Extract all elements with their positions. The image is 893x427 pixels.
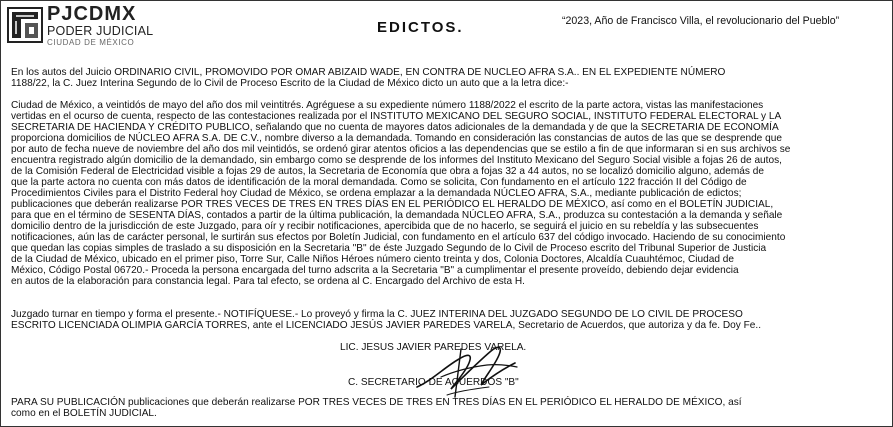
handwritten-signature <box>411 337 523 401</box>
publication-notice: PARA SU PUBLICACIÓN publicaciones que deberán realizarse POR TRES VECES DE TRES EN TRES DÍAS EN EL PERIÓDICO EL HERALDO DE MÉXICO, así como en el BOLETÍN JUDICIAL. <box>11 397 742 419</box>
document-title: EDICTOS. <box>377 19 464 36</box>
signatory-name: LIC. JESUS JAVIER PAREDES VARELA. <box>340 342 527 353</box>
court-emblem-icon <box>7 7 43 43</box>
logo-city: CIUDAD DE MÉXICO <box>47 38 135 47</box>
logo-name: PJCDMX <box>47 3 137 25</box>
court-logo <box>7 5 153 45</box>
signatory-role: C. SECRETARIO DE ACUERDOS "B" <box>348 377 519 388</box>
notification-paragraph: Juzgado turnar en tiempo y forma el presente.- NOTIFÍQUESE.- Lo proveyó y firma la C. JUEZ INTERINA DEL JUZGADO SEGUNDO DE LO CIVIL DE PROCESO ESCRITO LICENCIADA OLIMPIA GARCÍA TORRES, ante el LICENCIADO JESÚS JAVIER PAREDES VARELA, Secretario de Acuerdos, que autoriza y da fe. Doy Fe.. <box>11 309 762 331</box>
main-paragraph: Ciudad de México, a veintidós de mayo del año dos mil veintitrés. Agréguese a su expediente número 1188/2022 el escrito de la parte actora, vistas las manifestaciones vertidas en el ocurso de cuenta, respecto de las contestaciones realizada por el INSTITUTO MEXICANO DEL SEGURO SOCIAL, INSTITUTO FEDERAL ELECTORAL y LA SECRETARIA DE HACIENDA Y CRÉDITO PUBLICO, señalando que no cuenta de mayores datos adicionales de la demandada y de que la SECRETARIA DE ECONOMÍA proporciona domicilios de NÚCLEO AFRA S.A. DE C.V., nombre diverso a la demandada. Tomando en consideración las constancias de autos de las que se desprende que por auto de fecha nueve de noviembre del año dos mil veintidós, se ordenó girar atentos oficios a las dependencias que se estilo a fin de que informaran si en sus archivos se encuentra registrado algún domicilio de la demandado, sin embargo como se desprende de los informes del Instituto Mexicano del Seguro Social visible a fojas 26 de autos, de la Comisión Federal de Electricidad visible a fojas 29 de autos, la Secretaria de Economía que obra a fojas 32 a 44 autos, no se localizó domicilio alguno, además de que la parte actora no cuenta con más datos de identificación de la moral demandada. Como se solicita, Con fundamento en el artículo 122 fracción II del Código de Procedimientos Civiles para el Distrito Federal hoy Ciudad de México, se ordena emplazar a la demandada NÚCLEO AFRA, S.A., mediante publicación de edictos; publicaciones que deberán realizarse POR TRES VECES DE TRES EN TRES DÍAS EN EL PERIÓDICO EL HERALDO DE MÉXICO, así como en el BOLETÍN JUDICIAL, para que en el término de SESENTA DÍAS, contados a partir de la última publicación, la demandada NÚCLEO AFRA, S.A., produzca su contestación a la demanda y señale domicilio dentro de la jurisdicción de este Juzgado, para oír y recibir notificaciones, apercibida que de no hacerlo, se seguirá el juicio en su rebeldía y las subsecuentes notificaciones, aún las de carácter personal, le surtirán sus efectos por Boletín Judicial, con fundamento en el artículo 637 del código invocado. Haciendo de su conocimiento que quedan las copias simples de traslado a su disposición en la Secretaria "B" de éste Juzgado Segundo de lo Civil de Proceso escrito del Tribunal Superior de Justicia de la Ciudad de México, ubicado en el primer piso, Torre Sur, Calle Niños Héroes número ciento treinta y dos, Colonia Doctores, Alcaldía Cuauhtémoc, Ciudad de México, Código Postal 06720.- Proceda la persona encargada del turno adscrita a la Secretaria "B" a cumplimentar el presente proveído, debiendo dejar evidencia en autos de la elaboración para constancia legal. Para tal efecto, se ordena al C. Encargado del Archivo de esta H. <box>11 100 791 287</box>
year-motto: “2023, Año de Francisco Villa, el revolucionario del Pueblo” <box>562 15 840 27</box>
logo-subtitle: PODER JUDICIAL <box>47 24 154 38</box>
intro-paragraph: En los autos del Juicio ORDINARIO CIVIL, PROMOVIDO POR OMAR ABIZAID WADE, EN CONTRA DE NUCLEO AFRA S.A.. EN EL EXPEDIENTE NÚMERO 1188/22, la C. Juez Interina Segundo de lo Civil de Proceso Escrito de la Ciudad de México dicto un auto que a la letra dice:- <box>11 67 726 89</box>
